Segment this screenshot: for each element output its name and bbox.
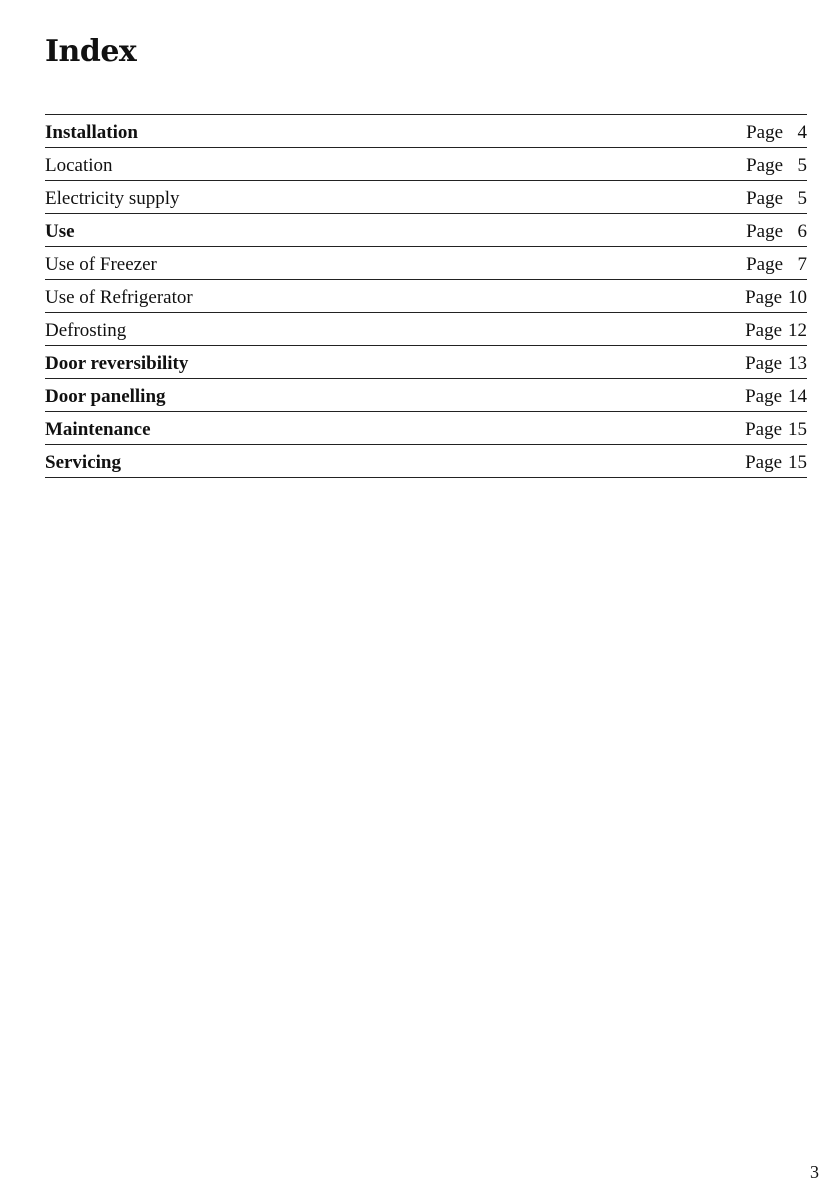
entry-page-ref — [745, 287, 807, 309]
index-table — [45, 114, 807, 478]
page-word: Page — [746, 122, 783, 143]
entry-label: Use of Freezer — [45, 254, 157, 275]
entry-page-ref — [746, 188, 807, 210]
index-row-use-of-refrigerator — [45, 280, 807, 313]
index-row-use-of-freezer — [45, 247, 807, 280]
page-word: Page — [745, 419, 782, 440]
entry-page-ref — [746, 155, 807, 177]
entry-page-ref — [745, 419, 807, 441]
page-word: Page — [746, 221, 783, 242]
entry-page-ref — [745, 386, 807, 408]
page-num: 4 — [797, 122, 807, 143]
index-row-servicing — [45, 445, 807, 478]
page-num: 15 — [788, 452, 807, 473]
page-num: 7 — [797, 254, 807, 275]
page-num: 6 — [797, 221, 807, 242]
entry-page-ref — [745, 320, 807, 342]
entry-label: Door panelling — [45, 386, 166, 407]
page-num: 15 — [788, 419, 807, 440]
page-num: 10 — [788, 287, 807, 308]
page-num: 5 — [797, 188, 807, 209]
page-word: Page — [745, 320, 782, 341]
entry-label: Electricity supply — [45, 188, 180, 209]
entry-page-ref — [746, 122, 807, 144]
entry-label: Installation — [45, 122, 138, 143]
page-num: 14 — [788, 386, 807, 407]
entry-label: Maintenance — [45, 419, 151, 440]
page-num: 5 — [797, 155, 807, 176]
page-word: Page — [746, 188, 783, 209]
index-row-door-reversibility — [45, 346, 807, 379]
entry-label: Servicing — [45, 452, 121, 473]
index-row-installation — [45, 115, 807, 148]
page-word: Page — [745, 353, 782, 374]
entry-page-ref — [746, 221, 807, 243]
page-word: Page — [745, 452, 782, 473]
entry-label: Defrosting — [45, 320, 127, 341]
page-number: 3 — [810, 1162, 819, 1182]
entry-page-ref — [745, 452, 807, 474]
page-word: Page — [745, 386, 782, 407]
entry-label: Use of Refrigerator — [45, 287, 193, 308]
index-row-defrosting — [45, 313, 807, 346]
entry-page-ref — [745, 353, 807, 375]
index-row-use — [45, 214, 807, 247]
page-word: Page — [746, 155, 783, 176]
page-word: Page — [746, 254, 783, 275]
index-row-maintenance — [45, 412, 807, 445]
index-row-electricity-supply — [45, 181, 807, 214]
entry-label: Door reversibility — [45, 353, 189, 374]
entry-page-ref — [746, 254, 807, 276]
page-word: Page — [745, 287, 782, 308]
page-num: 13 — [788, 353, 807, 374]
page-num: 12 — [788, 320, 807, 341]
index-row-location — [45, 148, 807, 181]
page-title: Index — [45, 34, 137, 69]
entry-label: Use — [45, 221, 75, 242]
entry-label: Location — [45, 155, 113, 176]
index-row-door-panelling — [45, 379, 807, 412]
